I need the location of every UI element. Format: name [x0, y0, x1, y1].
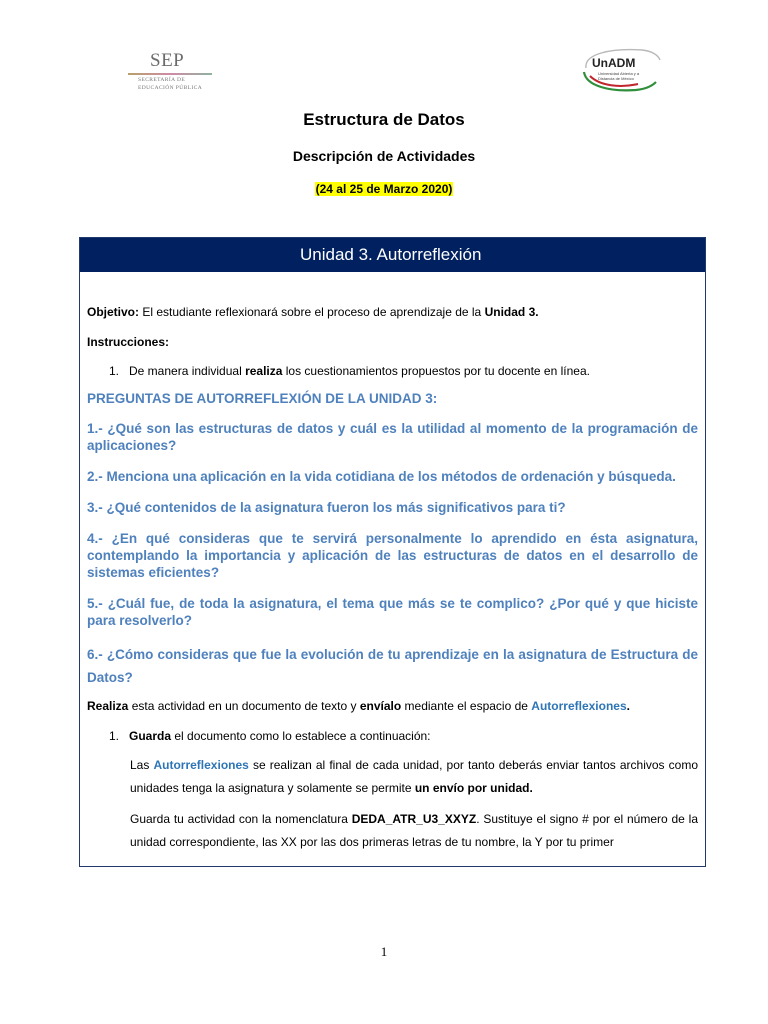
save-item-number: 1. — [109, 729, 120, 743]
question-6: 6.- ¿Cómo consideras que fue la evolución de tu aprendizaje en la asignatura de Estructura de Datos? — [87, 647, 698, 685]
instructions-label-text: Instrucciones: — [87, 335, 170, 349]
naming-code: DEDA_ATR_U3_XXYZ — [351, 812, 477, 826]
page-number: 1 — [380, 944, 388, 959]
submission-paragraph — [87, 698, 698, 714]
naming-text-1: Guarda tu actividad con la nomenclatura — [130, 812, 352, 826]
instruction-item-number: 1. — [109, 364, 120, 378]
sep-logo — [128, 50, 212, 94]
unit-body — [80, 304, 705, 854]
submission-text-2: mediante el espacio de — [401, 699, 532, 713]
document-subtitle: Descripción de Actividades — [292, 148, 476, 164]
unit-header: Unidad 3. Autorreflexión — [80, 238, 705, 272]
question-5: 5.- ¿Cuál fue, de toda la asignatura, el tema que más se te complico? ¿Por qué y que hiciste para resolverlo? — [87, 596, 698, 628]
save-item — [87, 728, 698, 744]
sep-logo-rule — [128, 73, 212, 75]
question-4: 4.- ¿En qué consideras que te servirá personalmente lo aprendido en ésta asignatura, contemplando la importancia y aplicación de las estructuras de datos en el desarrollo de sistemas eficientes? — [87, 531, 698, 580]
sep-logo-line2: EDUCACIÓN PÚBLICA — [138, 85, 203, 91]
unadm-logo — [580, 46, 666, 94]
instruction-item-pre: De manera individual — [129, 364, 246, 378]
unadm-logo-swoosh-icon — [580, 46, 666, 94]
instructions-label — [87, 334, 698, 350]
save-item-text: el documento como lo establece a continuación: — [171, 729, 431, 743]
rules-autorreflexiones-link[interactable]: Autorreflexiones — [153, 758, 249, 772]
objective-text: El estudiante reflexionará sobre el proceso de aprendizaje de la — [139, 305, 485, 319]
submission-end: . — [626, 699, 630, 713]
save-item-bold: Guarda — [129, 729, 172, 743]
instruction-item-bold: realiza — [245, 364, 283, 378]
rules-bold: un envío por unidad. — [414, 781, 533, 795]
unadm-logo-word: UnADM — [592, 56, 636, 70]
question-2: 2.- Menciona una aplicación en la vida cotidiana de los métodos de ordenación y búsqueda. — [87, 469, 676, 484]
submission-rules-paragraph — [87, 754, 698, 800]
submission-bold-realiza: Realiza — [87, 699, 129, 713]
unit-activity-box — [79, 237, 706, 867]
submission-bold-envialo: envíalo — [359, 699, 402, 713]
unadm-logo-line2: Distancia de México — [598, 76, 634, 81]
sep-logo-line1: SECRETARÍA DE — [138, 77, 186, 83]
instruction-item-post: los cuestionamientos propuestos por tu docente en línea. — [282, 364, 590, 378]
objective-paragraph — [87, 304, 698, 320]
objective-label: Objetivo: — [87, 305, 140, 319]
date-range-highlight: (24 al 25 de Marzo 2020) — [315, 182, 453, 196]
question-1: 1.- ¿Qué son las estructuras de datos y cuál es la utilidad al momento de la programación de aplicaciones? — [87, 421, 698, 453]
naming-text-2: . Sustituye el signo # por el número de la unidad correspondiente, las XX por las dos primeras letras de tu nombre, la Y por tu primer — [130, 812, 698, 849]
course-title: Estructura de Datos — [303, 110, 465, 129]
instruction-item — [87, 363, 698, 379]
submission-text-1: esta actividad en un documento de texto y — [128, 699, 360, 713]
questions-heading: PREGUNTAS DE AUTORREFLEXIÓN DE LA UNIDAD 3: — [87, 391, 438, 406]
date-range — [0, 182, 768, 196]
autorreflexiones-link[interactable]: Autorreflexiones — [531, 699, 627, 713]
rules-text-2: se realizan al final de cada unidad, por tanto deberás enviar tantos archivos como unidades tenga la asignatura y solamente se permite — [130, 758, 699, 795]
unadm-logo-line1: Universidad Abierta y a — [598, 71, 640, 76]
objective-unit: Unidad 3. — [484, 305, 539, 319]
question-3: 3.- ¿Qué contenidos de la asignatura fueron los más significativos para ti? — [87, 500, 566, 515]
sep-logo-word: SEP — [150, 50, 185, 71]
naming-paragraph — [87, 808, 698, 854]
rules-text-1: Las — [130, 758, 154, 772]
